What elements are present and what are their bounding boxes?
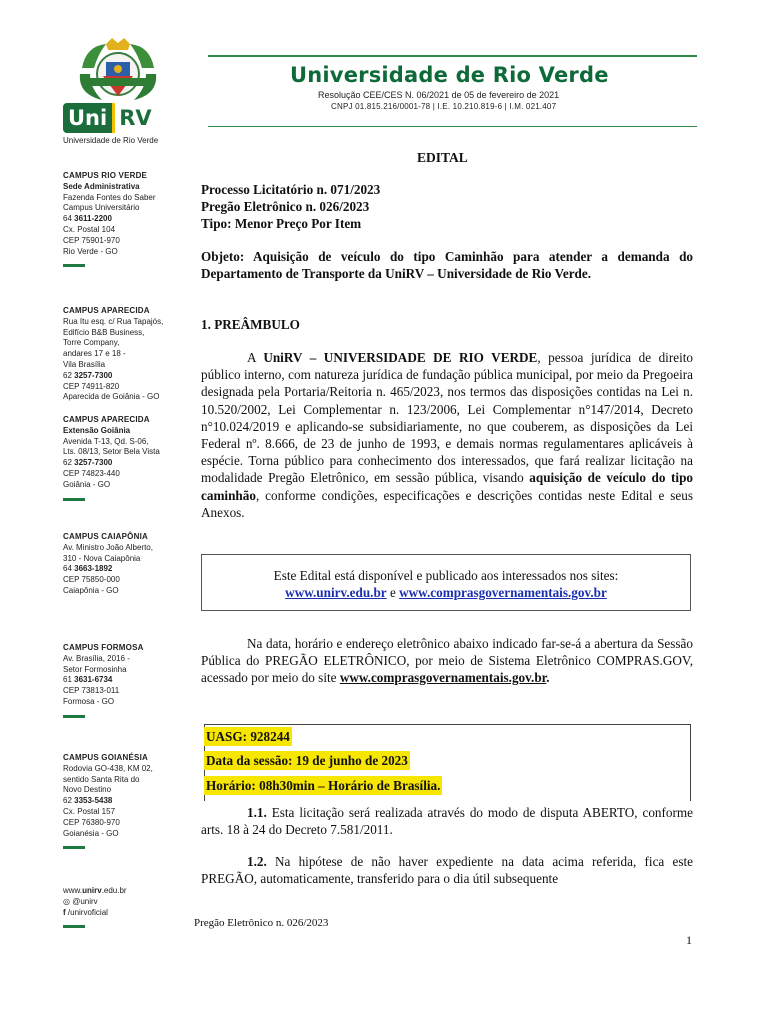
social-links	[63, 886, 193, 928]
comprasgov-link[interactable]: www.comprasgovernamentais.gov.br	[339, 670, 547, 685]
address-line: Goianésia - GO	[63, 828, 119, 838]
logo-rv-text: RV	[119, 106, 152, 130]
process-number: Processo Licitatório n. 071/2023	[201, 182, 381, 197]
header-rule-top	[208, 55, 697, 57]
campus-rio-verde	[63, 171, 193, 267]
section-preambulo: 1. PREÂMBULO	[201, 317, 300, 332]
address-line: Formosa - GO	[63, 696, 115, 706]
uasg-code: UASG: 928244	[206, 729, 290, 744]
campus-caiaponia	[63, 532, 193, 597]
address-line: Av. Brasília, 2016 -	[63, 653, 130, 663]
section-dash	[63, 264, 85, 267]
university-name: Universidade de Rio Verde	[290, 63, 609, 87]
address-line: CEP 76380-970	[63, 817, 120, 827]
campus-subtitle: Extensão Goiânia	[63, 425, 131, 435]
campus-title: CAMPUS APARECIDA	[63, 306, 150, 315]
address-line: sentido Santa Rita do	[63, 774, 140, 784]
phone-line	[63, 564, 193, 575]
instagram-icon: ◎	[63, 896, 70, 906]
phone-number: 3353-5438	[74, 796, 113, 806]
comprasgov-site-link[interactable]: www.comprasgovernamentais.gov.br	[399, 585, 607, 600]
campus-title: CAMPUS FORMOSA	[63, 643, 144, 652]
phone-line	[63, 796, 193, 807]
address-line: Rio Verde - GO	[63, 246, 118, 256]
campus-title: CAMPUS GOIANÉSIA	[63, 753, 148, 762]
registry-line: CNPJ 01.815.216/0001-78 | I.E. 10.210.819-6 | I.M. 021.407	[331, 102, 557, 111]
resolution-line: Resolução CEE/CES N. 06/2021 de 05 de fevereiro de 2021	[318, 90, 560, 100]
campus-title: CAMPUS APARECIDA	[63, 415, 150, 424]
availability-text: Este Edital está disponível e publicado aos interessados nos sites:	[273, 568, 619, 583]
address-line: Caiapônia - GO	[63, 585, 119, 595]
campus-aparecida-goiania	[63, 415, 193, 501]
campus-title: CAMPUS RIO VERDE	[63, 171, 148, 180]
address-line: Cx. Postal 104	[63, 224, 116, 234]
address-line: CEP 75901-970	[63, 235, 120, 245]
phone-number: 3663-1892	[74, 564, 113, 574]
session-paragraph: Na data, horário e endereço eletrônico abaixo indicado far-se-á a abertura da Sessão Pública do PREGÃO ELETRÔNICO, por meio de Sistema Eletrônico COMPRAS.GOV, acessado por meio do site www.comprasgovernamentais.gov.br.	[201, 636, 693, 685]
address-line: CEP 74911-820	[63, 381, 120, 391]
phone-number: 3611-2200	[74, 214, 112, 224]
campus-goianesia	[63, 753, 193, 849]
address-line: CEP 74823-440	[63, 468, 120, 478]
address-line: 310 - Nova Caiapônia	[63, 553, 141, 563]
pregao-number: Pregão Eletrônico n. 026/2023	[201, 199, 370, 214]
website-link[interactable]: www.unirv.edu.br	[63, 886, 127, 895]
page-number: 1	[686, 933, 692, 947]
address-line: Campus Universitário	[63, 203, 140, 213]
document-heading: EDITAL	[417, 150, 468, 165]
phone-prefix: 62	[63, 370, 75, 380]
address-line: Torre Company,	[63, 338, 120, 348]
address-line: Novo Destino	[63, 785, 112, 795]
address-line: Edifício B&B Business,	[63, 327, 145, 337]
logo-subtitle: Universidade de Rio Verde	[63, 136, 159, 145]
page-footer: Pregão Eletrônico n. 026/2023	[194, 917, 329, 929]
unirv-site-link[interactable]: www.unirv.edu.br	[285, 585, 387, 600]
phone-line	[63, 214, 193, 225]
address-line: Rodovia GO-438, KM 02,	[63, 763, 153, 773]
address-line: Rua Itu esq. c/ Rua Tapajós,	[63, 316, 164, 326]
session-date: Data da sessão: 19 de junho de 2023	[206, 753, 408, 768]
university-seal-logo	[78, 38, 158, 104]
availability-box: Este Edital está disponível e publicado aos interessados nos sites: www.unirv.edu.br e www.comprasgovernamentais.gov.br	[201, 554, 691, 611]
address-line: Fazenda Fontes do Saber	[63, 192, 156, 202]
logo-uni-text: Uni	[63, 103, 112, 133]
address-line: Cx. Postal 157	[63, 806, 116, 816]
campus-subtitle: Sede Administrativa	[63, 181, 140, 191]
phone-line	[63, 675, 193, 686]
facebook-link[interactable]: f /unirvoficial	[63, 907, 108, 917]
address-line: Lts. 08/13, Setor Bela Vista	[63, 447, 160, 457]
campus-title: CAMPUS CAIAPÔNIA	[63, 532, 148, 541]
address-line: CEP 73813-011	[63, 686, 120, 696]
address-line: Aparecida de Goiânia - GO	[63, 392, 160, 402]
clause-1-2: 1.2. Na hipótese de não haver expediente na data acima referida, fica este PREGÃO, automaticamente, transferido para o dia útil subsequente	[201, 854, 693, 886]
phone-prefix: 64	[63, 214, 75, 224]
header-rule-bottom	[208, 126, 697, 127]
unirv-logo	[63, 103, 158, 145]
campus-aparecida	[63, 306, 193, 403]
preamble-paragraph: A UniRV – UNIVERSIDADE DE RIO VERDE, pessoa jurídica de direito público interno, com natureza jurídica de fundação pública municipal, por meio da Pregoeira designada pela Portaria/Reitoria n. 465/2023, nos termos das disposições contidas na Lei n. 10.520/2002, Lei Complementar n. 123/2006, Lei Complementar n°147/2014, Decreto n°10.024/2019 e aplicando-se subsidiariamente, no que couberem, as disposições da Lei Federal nº. 8.666, de 23 de junho de 1993, e demais normas regulamentares aplicáveis à espécie. Torna público para conhecimento dos interessados, que fará realizar licitação na modalidade Pregão Eletrônico, em sessão pública, visando aquisição de veículo do tipo caminhão, conforme condições, especificações e descrições contidas neste Edital e seus Anexos.	[201, 350, 693, 520]
campus-formosa	[63, 643, 193, 718]
address-line: CEP 75850-000	[63, 575, 120, 585]
phone-prefix: 61	[63, 675, 75, 685]
phone-line	[63, 458, 193, 469]
facebook-icon: f	[63, 907, 66, 917]
phone-number: 3257-7300	[74, 458, 113, 468]
phone-prefix: 62	[63, 458, 75, 468]
section-dash	[63, 846, 85, 849]
address-line: Setor Formosinha	[63, 664, 127, 674]
tender-type: Tipo: Menor Preço Por Item	[201, 216, 362, 231]
session-time: Horário: 08h30min – Horário de Brasília.	[206, 778, 441, 793]
address-line: Avenida T-13, Qd. S-06,	[63, 436, 149, 446]
phone-number: 3257-7300	[74, 370, 113, 380]
section-dash	[63, 715, 85, 718]
address-line: Vila Brasília	[63, 359, 106, 369]
clause-1-1: 1.1. Esta licitação será realizada através do modo de disputa ABERTO, conforme arts. 18 à 24 do Decreto 7.581/2011.	[201, 805, 693, 837]
address-line: Goiânia - GO	[63, 479, 111, 489]
phone-prefix: 62	[63, 796, 75, 806]
phone-prefix: 64	[63, 564, 75, 574]
section-dash	[63, 925, 85, 928]
instagram-link[interactable]: ◎ @unirv	[63, 896, 98, 906]
tender-object: Objeto: Aquisição de veículo do tipo Caminhão para atender a demanda do Departamento de Transporte da UniRV – Universidade de Rio Verde.	[201, 249, 693, 281]
address-line: Av. Ministro João Alberto,	[63, 542, 153, 552]
phone-number: 3631-6734	[74, 675, 113, 685]
phone-line	[63, 371, 193, 382]
section-dash	[63, 498, 85, 501]
address-line: andares 17 e 18 -	[63, 349, 126, 359]
